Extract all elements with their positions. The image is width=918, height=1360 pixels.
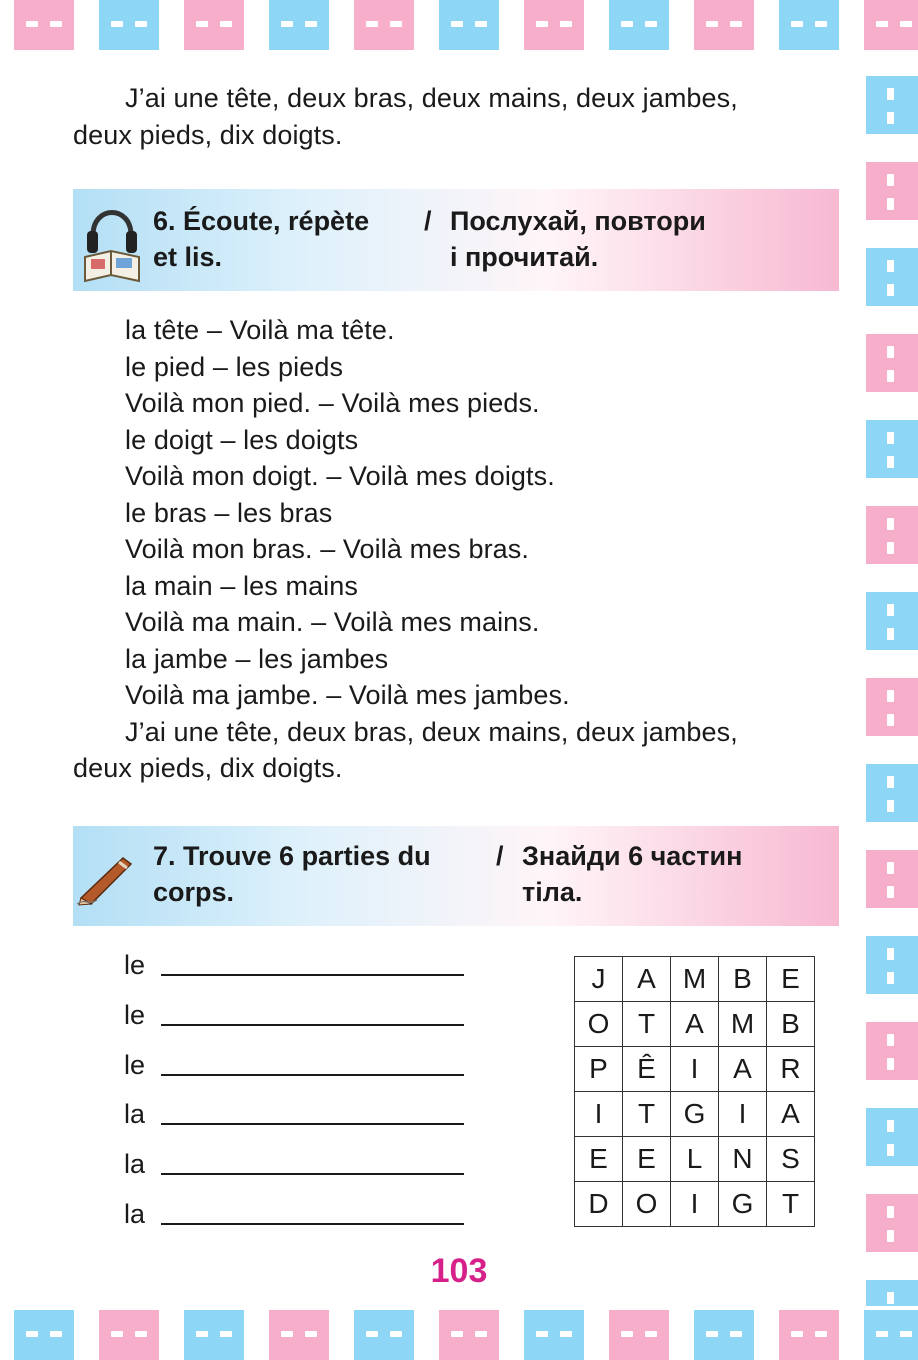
border-dash (887, 1292, 894, 1304)
border-dash (887, 776, 894, 788)
border-tile (866, 936, 918, 994)
border-dash (305, 21, 317, 27)
grid-cell: N (719, 1137, 767, 1182)
article-label: le (124, 1000, 146, 1030)
border-dash (305, 1331, 317, 1337)
border-dash (887, 1230, 894, 1242)
border-dash (887, 604, 894, 616)
border-tile (694, 1310, 754, 1360)
right-decorative-border (862, 56, 918, 1306)
ex6-line: Voilà ma main. – Voilà mes mains. (125, 607, 540, 637)
ex6-closing-line-1: J’ai une tête, deux bras, deux mains, deux jambes, (125, 716, 738, 747)
grid-cell: D (575, 1182, 623, 1227)
exercise-6-text (73, 312, 853, 787)
grid-cell: R (767, 1047, 815, 1092)
grid-cell: I (671, 1182, 719, 1227)
grid-cell: J (575, 957, 623, 1002)
border-dash (645, 21, 657, 27)
border-dash (887, 112, 894, 124)
border-dash (887, 690, 894, 702)
border-tile (99, 0, 159, 50)
border-dash (621, 1331, 633, 1337)
border-dash (621, 21, 633, 27)
border-dash (50, 1331, 62, 1337)
ex6-line: Voilà mon bras. – Voilà mes bras. (125, 534, 530, 564)
answer-blank[interactable] (161, 1173, 464, 1175)
page-number: 103 (430, 1252, 488, 1290)
border-dash (281, 1331, 293, 1337)
grid-cell: I (575, 1092, 623, 1137)
border-dash (876, 21, 888, 27)
border-tile (866, 592, 918, 650)
border-dash (560, 1331, 572, 1337)
grid-cell: S (767, 1137, 815, 1182)
border-dash (887, 542, 894, 554)
border-dash (196, 1331, 208, 1337)
intro-line-1: J’ai une tête, deux bras, deux mains, deux jambes, (125, 83, 738, 113)
border-dash (706, 1331, 718, 1337)
exercise-7-title-uk: Знайди 6 частин тіла. (522, 841, 743, 907)
border-tile (866, 1194, 918, 1252)
border-dash (791, 1331, 803, 1337)
border-dash (26, 21, 38, 27)
ex6-line: la tête – Voilà ma tête. (125, 315, 395, 345)
border-dash (791, 21, 803, 27)
grid-cell: A (671, 1002, 719, 1047)
border-tile (184, 1310, 244, 1360)
article-label: la (124, 1149, 146, 1179)
border-dash (887, 260, 894, 272)
ex6-line: le doigt – les doigts (125, 424, 359, 455)
border-dash (26, 1331, 38, 1337)
border-dash (706, 21, 718, 27)
border-tile (99, 1310, 159, 1360)
grid-cell: I (719, 1092, 767, 1137)
border-tile (866, 76, 918, 134)
exercise-7-banner (73, 826, 839, 926)
border-tile (439, 0, 499, 50)
grid-row (575, 1047, 815, 1092)
border-dash (887, 1206, 894, 1218)
grid-cell: B (719, 957, 767, 1002)
border-dash (366, 1331, 378, 1337)
border-tile (866, 678, 918, 736)
border-tile (779, 1310, 839, 1360)
border-dash (900, 21, 912, 27)
grid-cell: E (767, 957, 815, 1002)
grid-cell: E (575, 1137, 623, 1182)
border-tile (354, 0, 414, 50)
border-tile (14, 1310, 74, 1360)
border-dash (900, 1331, 912, 1337)
grid-cell: B (767, 1002, 815, 1047)
border-dash (887, 456, 894, 468)
border-dash (536, 21, 548, 27)
border-dash (887, 346, 894, 358)
exercise-6-slash: / (424, 206, 432, 236)
border-dash (451, 1331, 463, 1337)
grid-cell: T (767, 1182, 815, 1227)
answer-blank[interactable] (161, 1123, 464, 1125)
grid-cell: T (623, 1092, 671, 1137)
grid-cell: Ê (623, 1047, 671, 1092)
border-dash (451, 21, 463, 27)
ex6-line: Voilà mon pied. – Voilà mes pieds. (125, 388, 540, 418)
border-dash (475, 1331, 487, 1337)
grid-cell: M (719, 1002, 767, 1047)
border-tile (866, 764, 918, 822)
border-dash (887, 972, 894, 984)
border-dash (815, 21, 827, 27)
article-label: le (124, 950, 146, 980)
ex6-line: Voilà mon doigt. – Voilà mes doigts. (125, 461, 555, 491)
border-dash (390, 21, 402, 27)
grid-cell: A (719, 1047, 767, 1092)
border-dash (876, 1331, 888, 1337)
exercise-7-slash: / (496, 841, 504, 871)
word-search-grid (574, 956, 815, 1227)
border-dash (536, 1331, 548, 1337)
grid-cell: P (575, 1047, 623, 1092)
border-dash (390, 1331, 402, 1337)
border-tile (866, 506, 918, 564)
answer-blank[interactable] (161, 974, 464, 976)
border-tile (866, 248, 918, 306)
border-tile (866, 1022, 918, 1080)
border-dash (815, 1331, 827, 1337)
border-tile (524, 0, 584, 50)
grid-cell: A (767, 1092, 815, 1137)
border-dash (887, 886, 894, 898)
grid-row (575, 957, 815, 1002)
article-label: le (124, 1050, 146, 1080)
ex6-line: le pied – les pieds (125, 351, 344, 382)
border-dash (135, 1331, 147, 1337)
border-dash (887, 174, 894, 186)
grid-cell: O (575, 1002, 623, 1047)
border-dash (887, 284, 894, 296)
border-tile (269, 0, 329, 50)
grid-row (575, 1092, 815, 1137)
ex6-closing-line-2: deux pieds, dix doigts. (73, 753, 343, 783)
intro-line-2: deux pieds, dix doigts. (73, 119, 343, 150)
border-tile (866, 850, 918, 908)
border-dash (887, 1034, 894, 1046)
grid-row (575, 1137, 815, 1182)
border-dash (111, 1331, 123, 1337)
exercise-6-title-uk: Послухай, повтори і прочитай. (450, 206, 706, 272)
answer-blank[interactable] (161, 1074, 464, 1076)
border-dash (281, 21, 293, 27)
border-dash (196, 21, 208, 27)
grid-cell: L (671, 1137, 719, 1182)
grid-cell: E (623, 1137, 671, 1182)
border-tile (866, 334, 918, 392)
border-tile (694, 0, 754, 50)
grid-cell: I (671, 1047, 719, 1092)
border-dash (887, 432, 894, 444)
ex6-line: la main – les mains (125, 570, 358, 601)
border-dash (887, 628, 894, 640)
border-dash (730, 21, 742, 27)
exercise-6-title-fr: 6. Écoute, répète et lis. (153, 206, 370, 272)
border-tile (354, 1310, 414, 1360)
border-dash (887, 948, 894, 960)
border-dash (366, 21, 378, 27)
border-tile (779, 0, 839, 50)
intro-paragraph (73, 80, 853, 153)
border-tile (866, 1108, 918, 1166)
grid-cell: G (671, 1092, 719, 1137)
top-decorative-border (0, 0, 918, 56)
article-label: la (124, 1199, 146, 1229)
answer-blank[interactable] (161, 1223, 464, 1225)
grid-cell: G (719, 1182, 767, 1227)
grid-cell: M (671, 957, 719, 1002)
border-dash (135, 21, 147, 27)
border-dash (111, 21, 123, 27)
border-tile (866, 420, 918, 478)
ex6-line: Voilà ma jambe. – Voilà mes jambes. (125, 680, 570, 710)
border-dash (887, 714, 894, 726)
headphones-book-icon (81, 195, 143, 285)
border-tile (439, 1310, 499, 1360)
bottom-decorative-border (0, 1306, 918, 1360)
grid-row (575, 1002, 815, 1047)
grid-row (575, 1182, 815, 1227)
ex6-line: le bras – les bras (125, 497, 333, 528)
border-dash (50, 21, 62, 27)
article-label: la (124, 1099, 146, 1129)
border-dash (887, 1120, 894, 1132)
grid-cell: T (623, 1002, 671, 1047)
border-dash (887, 88, 894, 100)
border-dash (887, 370, 894, 382)
answer-blank[interactable] (161, 1024, 464, 1026)
exercise-7-title-fr: 7. Trouve 6 parties du corps. (153, 841, 431, 907)
border-dash (887, 518, 894, 530)
border-dash (560, 21, 572, 27)
border-tile (609, 1310, 669, 1360)
ex6-line: la jambe – les jambes (125, 643, 389, 674)
border-tile (524, 1310, 584, 1360)
border-tile (14, 0, 74, 50)
border-tile (866, 162, 918, 220)
border-tile (609, 0, 669, 50)
pen-icon (75, 848, 137, 906)
border-dash (887, 1058, 894, 1070)
border-dash (887, 800, 894, 812)
border-tile (184, 0, 244, 50)
exercise-6-banner (73, 189, 839, 291)
border-dash (730, 1331, 742, 1337)
border-tile (269, 1310, 329, 1360)
border-dash (645, 1331, 657, 1337)
border-dash (887, 1144, 894, 1156)
border-dash (220, 1331, 232, 1337)
border-dash (220, 21, 232, 27)
border-tile (864, 1310, 918, 1360)
border-dash (475, 21, 487, 27)
grid-cell: O (623, 1182, 671, 1227)
border-dash (887, 198, 894, 210)
grid-cell: A (623, 957, 671, 1002)
border-tile (864, 0, 918, 50)
border-dash (887, 862, 894, 874)
